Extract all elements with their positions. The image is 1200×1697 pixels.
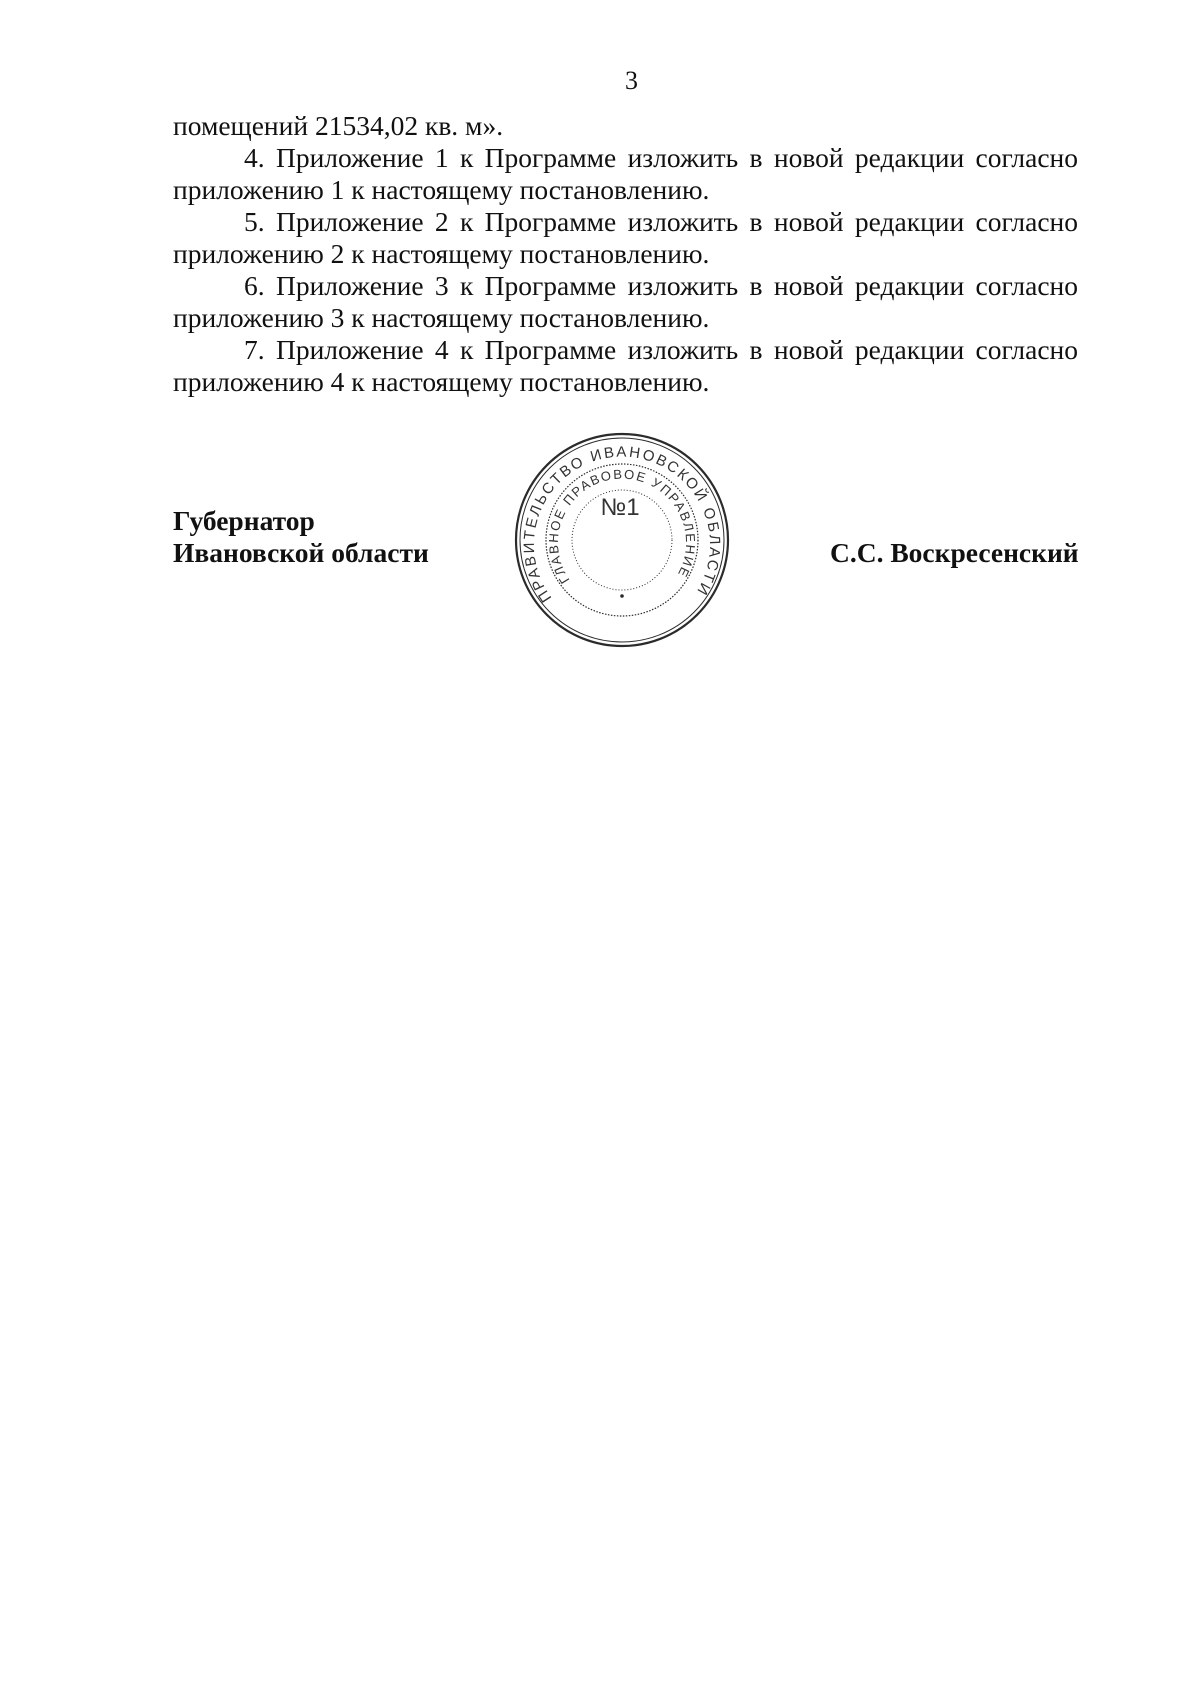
signer-title-line-1: Губернатор — [173, 505, 315, 536]
page-number: 3 — [625, 66, 638, 95]
paragraph-continuation: помещений 21534,02 кв. м». — [173, 110, 504, 141]
stamp-center-number: №1 — [600, 494, 640, 521]
document-body — [173, 110, 1078, 398]
stamp-outer-text: ПРАВИТЕЛЬСТВО ИВАНОВСКОЙ ОБЛАСТИ — [520, 443, 724, 606]
signer-name: С.С. Воскресенский — [830, 537, 1079, 568]
paragraph-item-6: 6. Приложение 3 к Программе изложить в новой редакции согласно приложению 3 к настоящему постановлению. — [173, 270, 1078, 333]
signer-title — [173, 505, 429, 569]
stamp-center-dot — [620, 594, 624, 598]
paragraph-item-5: 5. Приложение 2 к Программе изложить в новой редакции согласно приложению 2 к настоящему постановлению. — [173, 206, 1078, 269]
stamp-inner-text: ГЛАВНОЕ ПРАВОВОЕ УПРАВЛЕНИЕ — [545, 466, 699, 587]
paragraph-item-7: 7. Приложение 4 к Программе изложить в новой редакции согласно приложению 4 к настоящему постановлению. — [173, 334, 1078, 397]
official-stamp — [512, 430, 732, 650]
paragraph-item-4: 4. Приложение 1 к Программе изложить в новой редакции согласно приложению 1 к настоящему постановлению. — [173, 142, 1078, 205]
signer-title-line-2: Ивановской области — [173, 537, 429, 568]
stamp-middle-ring — [546, 464, 698, 616]
